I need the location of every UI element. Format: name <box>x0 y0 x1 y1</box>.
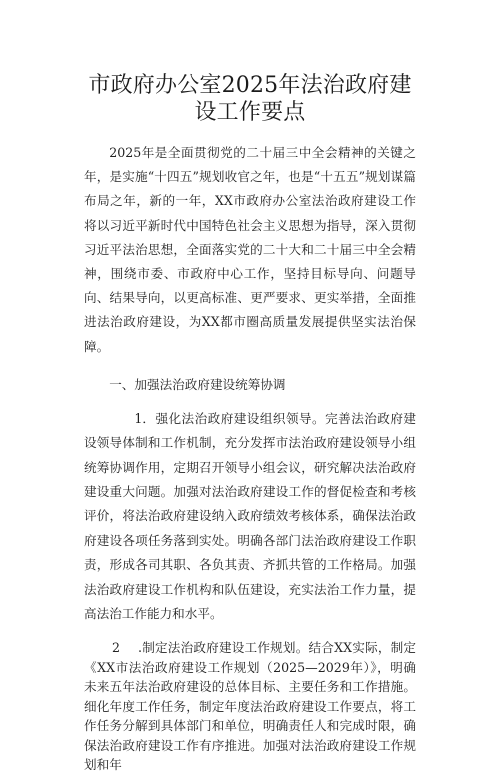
section-heading: 一、加强法治政府建设统筹协调 <box>109 376 286 392</box>
item-2-text: .制定法治政府建设工作规划。结合XX实际，制定《XX市法治政府建设工作规划（2025—2029年）》，明确未来五年法治政府建设的总体目标、主要任务和工作措施。细化年度工作任务，制定年度法治政府建设工作要点，将工作任务分解到具体部门和单位，明确责任人和完成时限，确保法治政府建设工作有序推进。加强对法治政府建设工作规划和年 <box>84 640 416 773</box>
intro-paragraph: 2025年是全面贯彻党的二十届三中全会精神的关键之年，是实施“十四五”规划收官之年，也是“十五五”规划谋篇布局之年，新的一年，XX市政府办公室法治政府建设工作将以习近平新时代中国特色社会主义思想为指导，深入贯彻习近平法治思想，全面落实党的二十大和二十届三中全会精神，围绕市委、市政府中心工作，坚持目标导向、问题导向、结果导向，以更高标准、更严要求、更实举措，全面推进法治政府建设，为XX都市圈高质量发展提供坚实法治保障。 <box>84 145 416 354</box>
item-1-number: 1． <box>134 410 155 426</box>
item-1-text: 强化法治政府建设组织领导。完善法治政府建设领导体制和工作机制，充分发挥市法治政府建设领导小组统筹协调作用，定期召开领导小组会议，研究解决法治政府建设重大问题。加强对法治政府建设工作的督促检查和考核评价，将法治政府建设纳入政府绩效考核体系，确保法治政府建设各项任务落到实处。明确各部门法治政府建设工作职责，形成各司其职、各负其责、齐抓共管的工作格局。加强法治政府建设工作机构和队伍建设，充实法治工作力量，提高法治工作能力和水平。 <box>84 410 416 622</box>
item-1-paragraph <box>84 407 416 627</box>
document-title: 市政府办公室2025年法治政府建设工作要点 <box>88 73 412 125</box>
item-2-number: 2 <box>112 640 121 656</box>
